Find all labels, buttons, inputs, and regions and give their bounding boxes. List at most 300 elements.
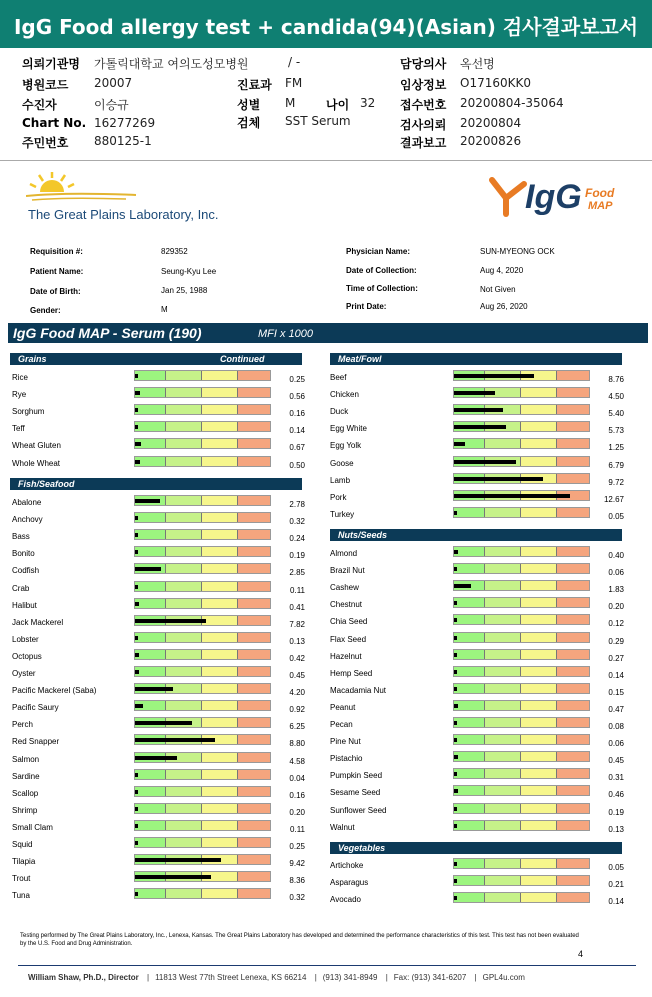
gauge-divider <box>520 439 521 448</box>
gauge-divider <box>520 581 521 590</box>
gauge-divider <box>201 513 202 522</box>
gauge-divider <box>165 838 166 847</box>
gauge-zone <box>520 564 556 573</box>
result-row <box>330 456 630 473</box>
food-gauge <box>453 614 590 625</box>
patient-name-value: Seung-Kyu Lee <box>161 267 217 276</box>
food-gauge <box>134 786 271 797</box>
gauge-zone <box>135 405 165 414</box>
result-row <box>330 785 630 802</box>
result-row <box>12 370 312 387</box>
gauge-divider <box>201 701 202 710</box>
food-gauge <box>453 666 590 677</box>
gauge-zone <box>165 564 201 573</box>
value-bar <box>454 687 457 691</box>
gauge-divider <box>556 388 557 397</box>
value-bar <box>135 567 161 571</box>
gauge-divider <box>237 787 238 796</box>
gauge-divider <box>556 701 557 710</box>
food-gauge <box>134 820 271 831</box>
food-value: 8.80 <box>289 739 305 749</box>
gauge-divider <box>556 684 557 693</box>
footer-fax: Fax: (913) 341-6207 <box>393 973 467 982</box>
gauge-divider <box>201 439 202 448</box>
food-value: 0.27 <box>608 653 624 663</box>
gauge-zone <box>165 889 201 898</box>
food-name: Squid <box>12 840 33 849</box>
gauge-zone <box>484 633 520 642</box>
nuts-title: Nuts/Seeds <box>338 530 388 540</box>
gauge-divider <box>520 735 521 744</box>
dept-label: 진료과 <box>237 78 272 92</box>
gauge-zone <box>454 667 484 676</box>
gauge-divider <box>556 821 557 830</box>
gauge-zone <box>454 701 484 710</box>
gauge-zone <box>454 769 484 778</box>
gauge-zone <box>135 513 165 522</box>
gauge-zone <box>135 821 165 830</box>
gauge-zone <box>201 457 237 466</box>
food-name: Pistachio <box>330 754 363 764</box>
food-gauge <box>134 598 271 609</box>
food-name: Trout <box>12 874 31 884</box>
gauge-zone <box>454 684 484 693</box>
gauge-divider <box>237 633 238 642</box>
food-name: Crab <box>12 583 30 593</box>
result-row <box>330 580 630 597</box>
food-gauge <box>453 803 590 814</box>
food-value: 8.76 <box>608 375 624 384</box>
gauge-divider <box>520 405 521 414</box>
result-row <box>12 546 312 563</box>
gauge-divider <box>237 371 238 380</box>
food-gauge <box>453 632 590 643</box>
food-name: Lobster <box>12 634 39 644</box>
result-row <box>12 803 312 820</box>
gauge-zone <box>484 650 520 659</box>
gauge-divider <box>484 876 485 885</box>
gauge-zone <box>201 599 237 608</box>
value-bar <box>454 755 458 759</box>
food-value: 0.25 <box>289 842 305 851</box>
gauge-divider <box>556 667 557 676</box>
gauge-divider <box>520 876 521 885</box>
gauge-zone <box>520 876 556 885</box>
gauge-divider <box>237 838 238 847</box>
gauge-zone <box>520 615 556 624</box>
gauge-zone <box>165 405 201 414</box>
result-row <box>330 563 630 580</box>
clinical-value: O17160KK0 <box>460 76 531 90</box>
gauge-zone <box>520 735 556 744</box>
gauge-divider <box>165 422 166 431</box>
grains-continued: Continued <box>220 354 265 364</box>
value-bar <box>135 756 177 760</box>
value-bar <box>454 408 503 412</box>
gauge-divider <box>165 701 166 710</box>
gender-label: Gender: <box>30 306 61 315</box>
gauge-divider <box>556 457 557 466</box>
gauge-divider <box>484 701 485 710</box>
gauge-zone <box>454 752 484 761</box>
result-row <box>330 700 630 717</box>
gauge-divider <box>484 718 485 727</box>
value-bar <box>454 862 457 866</box>
value-bar <box>135 875 211 879</box>
food-name: Rice <box>12 373 29 382</box>
food-value: 4.58 <box>289 756 305 766</box>
gauge-divider <box>237 855 238 864</box>
gauge-divider <box>165 582 166 591</box>
gauge-divider <box>237 547 238 556</box>
food-name: Pork <box>330 492 347 502</box>
grains-title: Grains <box>18 354 47 364</box>
gauge-divider <box>556 615 557 624</box>
food-gauge <box>453 507 590 518</box>
food-value: 9.72 <box>608 477 624 487</box>
value-bar <box>454 896 457 900</box>
result-row <box>12 734 312 751</box>
result-row <box>12 700 312 717</box>
food-gauge <box>453 597 590 608</box>
food-name: Jack Mackerel <box>12 617 64 627</box>
gauge-zone <box>454 598 484 607</box>
result-row <box>12 615 312 632</box>
gauge-zone <box>201 422 237 431</box>
age-label: 나이 <box>326 98 350 112</box>
gauge-divider <box>484 684 485 693</box>
food-value: 0.04 <box>289 773 305 783</box>
gauge-divider <box>201 564 202 573</box>
food-value: 0.40 <box>608 551 624 560</box>
food-name: Macadamia Nut <box>330 685 387 695</box>
gauge-zone <box>165 439 201 448</box>
food-name: Perch <box>12 720 33 730</box>
gauge-divider <box>237 821 238 830</box>
food-name: Oyster <box>12 669 36 678</box>
food-gauge <box>453 546 590 557</box>
food-value: 6.79 <box>608 460 624 470</box>
value-bar <box>454 550 458 554</box>
food-gauge <box>453 858 590 869</box>
gauge-zone <box>201 753 237 762</box>
value-bar <box>454 670 457 674</box>
gauge-divider <box>165 889 166 898</box>
gauge-divider <box>556 650 557 659</box>
gauge-divider <box>237 684 238 693</box>
food-gauge <box>134 512 271 523</box>
gauge-divider <box>165 388 166 397</box>
gauge-zone <box>484 769 520 778</box>
gauge-divider <box>520 821 521 830</box>
food-gauge <box>134 717 271 728</box>
result-row <box>12 563 312 580</box>
food-gauge <box>453 768 590 779</box>
gauge-divider <box>201 787 202 796</box>
print-label: Print Date: <box>346 302 387 311</box>
result-row <box>330 632 630 649</box>
physician-value: SUN-MYEONG OCK <box>480 247 555 256</box>
gauge-divider <box>237 735 238 744</box>
gauge-zone <box>165 667 201 676</box>
result-row <box>330 490 630 507</box>
value-bar <box>135 499 160 503</box>
gauge-divider <box>556 893 557 902</box>
value-bar <box>454 618 457 622</box>
food-value: 0.05 <box>608 511 624 521</box>
gauge-divider <box>165 439 166 448</box>
food-gauge <box>453 892 590 903</box>
gauge-zone <box>484 581 520 590</box>
gauge-divider <box>165 530 166 539</box>
chart-label: Chart No. <box>22 116 87 130</box>
result-row <box>330 717 630 734</box>
food-value: 0.11 <box>290 585 305 595</box>
gauge-zone <box>520 439 556 448</box>
gauge-zone <box>165 582 201 591</box>
gauge-zone <box>165 599 201 608</box>
food-value: 0.32 <box>289 517 305 527</box>
gauge-divider <box>201 770 202 779</box>
gauge-divider <box>484 821 485 830</box>
result-row <box>330 683 630 700</box>
food-value: 0.14 <box>608 670 624 680</box>
gauge-divider <box>201 753 202 762</box>
value-bar <box>454 789 458 793</box>
request-label: 검사의뢰 <box>400 118 447 132</box>
gauge-divider <box>237 513 238 522</box>
result-row <box>330 370 630 387</box>
result-label: 결과보고 <box>400 136 447 150</box>
gauge-zone <box>135 530 165 539</box>
food-gauge <box>453 683 590 694</box>
gauge-divider <box>237 422 238 431</box>
reception-label: 접수번호 <box>400 98 447 112</box>
gauge-divider <box>201 889 202 898</box>
gauge-divider <box>520 508 521 517</box>
gauge-divider <box>556 786 557 795</box>
gauge-divider <box>520 804 521 813</box>
map-title: IgG Food MAP - Serum (190) <box>13 325 202 341</box>
gauge-divider <box>201 422 202 431</box>
value-bar <box>135 824 138 828</box>
food-name: Duck <box>330 407 349 417</box>
result-row <box>12 820 312 837</box>
footer-site: GPL4u.com <box>482 973 525 982</box>
gauge-divider <box>556 422 557 431</box>
gauge-zone <box>165 371 201 380</box>
chart-value: 16277269 <box>94 116 156 130</box>
result-row <box>12 752 312 769</box>
result-row <box>12 769 312 786</box>
gauge-zone <box>165 457 201 466</box>
map-title-bar <box>8 323 648 343</box>
gauge-divider <box>237 599 238 608</box>
gauge-divider <box>520 684 521 693</box>
result-row <box>12 683 312 700</box>
gauge-zone <box>165 838 201 847</box>
gauge-divider <box>201 405 202 414</box>
result-row <box>12 456 312 473</box>
value-bar <box>135 687 173 691</box>
food-gauge <box>453 490 590 501</box>
result-row <box>330 768 630 785</box>
fish-title: Fish/Seafood <box>18 479 75 489</box>
food-name: Pecan <box>330 720 353 729</box>
food-value: 0.45 <box>608 756 624 766</box>
food-gauge <box>453 734 590 745</box>
dept-value: FM <box>285 76 303 90</box>
food-value: 0.31 <box>608 773 624 783</box>
gauge-divider <box>237 530 238 539</box>
gauge-divider <box>484 667 485 676</box>
gauge-divider <box>484 786 485 795</box>
food-value: 0.16 <box>289 409 305 419</box>
gauge-divider <box>556 581 557 590</box>
gauge-zone <box>201 513 237 522</box>
gauge-zone <box>165 701 201 710</box>
value-bar <box>135 653 139 657</box>
gauge-divider <box>201 388 202 397</box>
gauge-zone <box>165 547 201 556</box>
food-value: 5.73 <box>608 426 624 436</box>
gauge-zone <box>484 859 520 868</box>
gauge-zone <box>165 388 201 397</box>
gauge-divider <box>237 889 238 898</box>
gauge-divider <box>556 564 557 573</box>
requisition-label: Requisition #: <box>30 247 83 256</box>
veg-title: Vegetables <box>338 843 386 853</box>
food-name: Whole Wheat <box>12 458 61 468</box>
fish-header <box>10 478 302 490</box>
food-value: 2.78 <box>289 500 305 509</box>
time-label: Time of Collection: <box>346 284 418 293</box>
gauge-zone <box>165 530 201 539</box>
value-bar <box>454 879 457 883</box>
gauge-zone <box>454 893 484 902</box>
result-row <box>330 751 630 768</box>
gauge-divider <box>201 838 202 847</box>
gauge-divider <box>201 684 202 693</box>
food-name: Wheat Gluten <box>12 441 61 451</box>
value-bar <box>135 892 138 896</box>
hosp-code-label: 병원코드 <box>22 78 69 92</box>
gauge-divider <box>520 564 521 573</box>
gauge-zone <box>520 769 556 778</box>
food-name: Pumpkin Seed <box>330 771 383 781</box>
food-value: 0.14 <box>289 426 305 436</box>
value-bar <box>454 584 471 588</box>
gauge-divider <box>484 598 485 607</box>
gauge-zone <box>520 786 556 795</box>
food-gauge <box>134 683 271 694</box>
food-gauge <box>134 734 271 745</box>
gauge-divider <box>556 547 557 556</box>
result-row <box>330 438 630 455</box>
food-name: Codfish <box>12 566 40 576</box>
gauge-zone <box>484 804 520 813</box>
gauge-divider <box>201 496 202 505</box>
result-row <box>12 438 312 455</box>
food-name: Octopus <box>12 651 42 661</box>
food-name: Salmon <box>12 754 40 764</box>
food-gauge <box>453 751 590 762</box>
gauge-divider <box>237 753 238 762</box>
gauge-zone <box>165 770 201 779</box>
gauge-zone <box>520 388 556 397</box>
gauge-zone <box>520 598 556 607</box>
gauge-zone <box>165 422 201 431</box>
gauge-divider <box>165 787 166 796</box>
food-name: Hazelnut <box>330 651 362 661</box>
footer-director: William Shaw, Ph.D., Director <box>28 973 139 982</box>
gauge-divider <box>201 599 202 608</box>
gauge-zone <box>484 615 520 624</box>
food-name: Cashew <box>330 583 359 593</box>
gauge-zone <box>135 599 165 608</box>
id-label: 주민번호 <box>22 136 69 150</box>
gauge-divider <box>201 547 202 556</box>
result-row <box>330 387 630 404</box>
result-row <box>330 803 630 820</box>
food-value: 4.50 <box>608 392 624 402</box>
food-name: Abalone <box>12 498 42 507</box>
value-bar <box>135 602 139 606</box>
food-gauge <box>453 404 590 415</box>
result-row <box>12 529 312 546</box>
food-value: 6.25 <box>289 722 305 732</box>
value-bar <box>135 841 138 845</box>
gauge-divider <box>237 770 238 779</box>
food-value: 1.83 <box>608 585 624 595</box>
nuts-header <box>330 529 622 541</box>
result-row <box>12 421 312 438</box>
food-name: Almond <box>330 549 358 558</box>
gauge-zone <box>201 770 237 779</box>
gauge-zone <box>520 821 556 830</box>
doctor-value: 옥선명 <box>460 57 495 71</box>
result-row <box>330 820 630 837</box>
food-value: 0.46 <box>608 790 624 800</box>
result-row <box>12 632 312 649</box>
value-bar <box>454 460 516 464</box>
value-bar <box>454 374 534 378</box>
value-bar <box>135 738 215 742</box>
meat-title: Meat/Fowl <box>338 354 382 364</box>
food-name: Rye <box>12 390 27 400</box>
food-name: Chicken <box>330 390 359 400</box>
gauge-zone <box>484 547 520 556</box>
gauge-zone <box>165 650 201 659</box>
result-row <box>12 871 312 888</box>
specimen-value: SST Serum <box>285 114 351 128</box>
time-value: Not Given <box>480 285 516 294</box>
food-gauge <box>453 456 590 467</box>
gauge-divider <box>201 667 202 676</box>
gauge-divider <box>201 457 202 466</box>
food-name: Artichoke <box>330 861 364 870</box>
gauge-zone <box>135 770 165 779</box>
food-value: 0.50 <box>289 460 305 470</box>
result-row <box>12 666 312 683</box>
result-row <box>12 512 312 529</box>
physician-label: Physician Name: <box>346 247 411 256</box>
inst-value: 가톨릭대학교 여의도성모병원 <box>94 57 249 71</box>
gauge-divider <box>484 769 485 778</box>
gauge-divider <box>201 650 202 659</box>
doctor-label: 담당의사 <box>400 57 447 71</box>
gauge-divider <box>520 859 521 868</box>
